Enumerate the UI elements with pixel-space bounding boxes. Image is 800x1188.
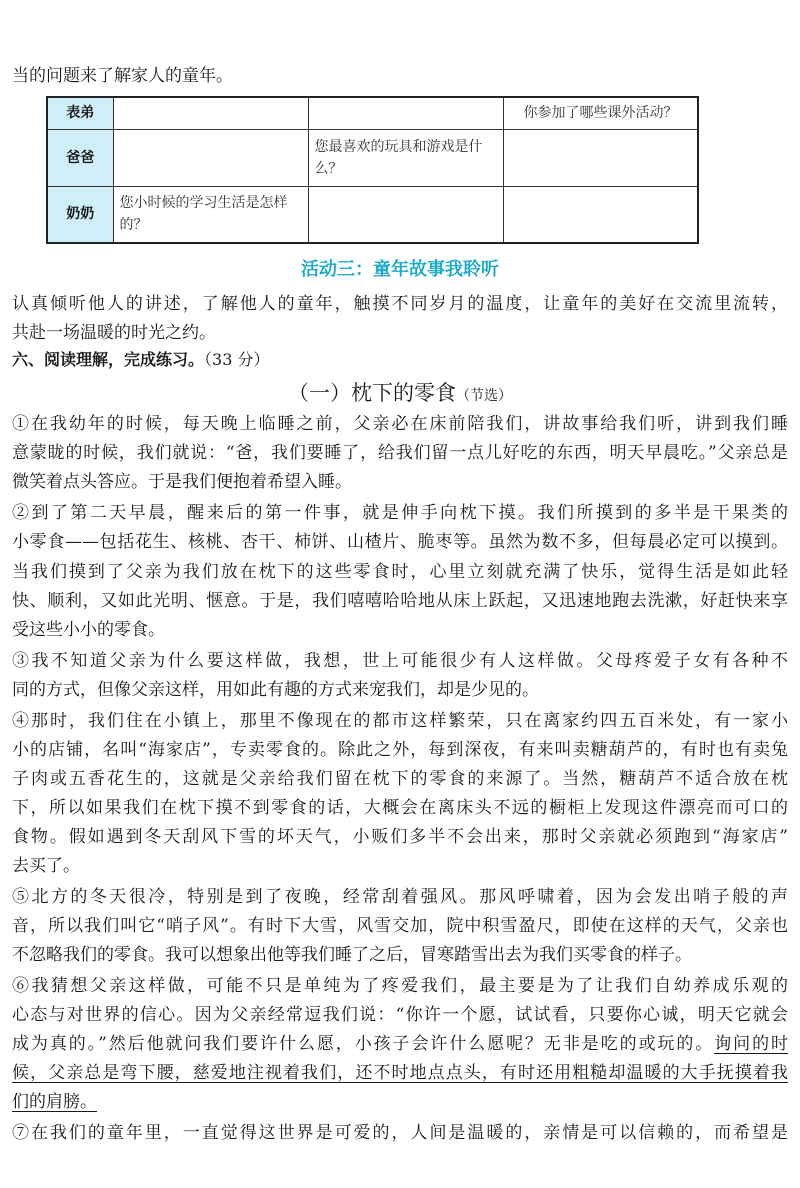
table-cell (308, 186, 503, 243)
paragraph-line: 下，所以如果我们在枕下摸不到零食的话，大概会在离床头不远的橱柜上发现这件漂亮而可口的 (12, 798, 788, 818)
underlined-text: 询问的时 (714, 1034, 788, 1054)
table-cell: 你参加了哪些课外活动？ (503, 97, 698, 129)
intro-line: 当的问题来了解家人的童年。 (12, 66, 233, 86)
paragraph-line: 心态与对世界的信心。因为父亲经常逗我们说：“你许一个愿，试试看，只要你心诚，明天它就会 (12, 1005, 788, 1025)
table-cell (503, 129, 698, 186)
paragraph-line: ④那时，我们住在小镇上，那里不像现在的都市这样繁荣，只在离家约四五百米处，有一家小 (12, 711, 788, 731)
paragraph-line: 受这些小小的零食。 (12, 620, 165, 640)
paragraph-line: ①在我幼年的时候，每天晚上临睡之前，父亲必在床前陪我们，讲故事给我们听，讲到我们睡 (12, 414, 788, 434)
table-cell (503, 186, 698, 243)
paragraph-line: 不忽略我们的零食。我可以想象出他等我们睡了之后，冒寒踏雪出去为我们买零食的样子。 (12, 945, 692, 965)
paragraph-line: ②到了第二天早晨，醒来后的第一件事，就是伸手向枕下摸。我们所摸到的多半是干果类的 (12, 503, 788, 523)
paragraph-line: ⑥我猜想父亲这样做，可能不只是单纯为了疼爱我们，最主要是为了让我们自幼养成乐观的 (12, 976, 788, 996)
row-label: 表弟 (47, 97, 113, 129)
table-row (47, 186, 698, 243)
table-cell: 您小时候的学习生活是怎样的？ (113, 186, 308, 243)
paragraph-line: 小零食——包括花生、核桃、杏干、柿饼、山楂片、脆枣等。虽然为数不多，但每晨必定可以摸到。 (12, 532, 788, 552)
table-cell: 您最喜欢的玩具和游戏是什么？ (308, 129, 503, 186)
table-cell (308, 97, 503, 129)
paragraph-line: 同的方式，但像父亲这样，用如此有趣的方式来宠我们，却是少见的。 (12, 680, 539, 700)
paragraph-line (12, 1034, 788, 1054)
underlined-line: 候，父亲总是弯下腰，慈爱地注视着我们，还不时地点点头，有时还用粗糙却温暖的大手抚摸着我 (12, 1063, 788, 1083)
underlined-text: 们的肩膀。 (12, 1092, 97, 1112)
section-heading (12, 350, 269, 370)
paragraph-line: 快、顺利，又如此光明、惬意。于是，我们嘻嘻哈哈地从床上跃起，又迅速地跑去洗漱，好赶快来享 (12, 591, 788, 611)
activity-title: 活动三：童年故事我聆听 (301, 259, 499, 280)
paragraph-line: 子肉或五香花生的，这就是父亲给我们留在枕下的零食的来源了。当然，糖葫芦不适合放在枕 (12, 769, 788, 789)
paragraph-line: ③我不知道父亲为什么要这样做，我想，世上可能很少有人这样做。父母疼爱子女有各种不 (12, 651, 788, 671)
table-cell (113, 97, 308, 129)
paragraph-line: 小的店铺，名叫“海家店”，专卖零食的。除此之外，每到深夜，有来叫卖糖葫芦的，有时也有卖兔 (12, 740, 788, 760)
table-cell (113, 129, 308, 186)
table-row (47, 97, 698, 129)
paragraph-line: 意蒙眬的时候，我们就说：“爸，我们要睡了，给我们留一点儿好吃的东西，明天早晨吃。”父亲总是 (12, 443, 788, 463)
section-heading-text: 六、阅读理解，完成练习。 (12, 350, 205, 369)
family-survey-table (46, 96, 699, 244)
paragraph-line: ⑦在我们的童年里，一直觉得这世界是可爱的，人间是温暖的，亲情是可以信赖的，而希望是 (12, 1123, 788, 1143)
reading-subtitle: （节选） (456, 388, 512, 404)
paragraph-line: 音，所以我们叫它“哨子风”。有时下大雪，风雪交加，院中积雪盈尺，即使在这样的天气，父亲也 (12, 916, 788, 936)
paragraph-line (12, 1092, 788, 1112)
activity-line: 共赴一场温暖的时光之约。 (12, 323, 216, 343)
reading-title-text: （一）枕下的零食 (288, 381, 456, 405)
table-row (47, 129, 698, 186)
paragraph-text: 成为真的。”然后他就问我们要许什么愿，小孩子会许什么愿呢？无非是吃的或玩的。 (12, 1034, 715, 1054)
paragraph-line: 当我们摸到了父亲为我们放在枕下的这些零食时，心里立刻就充满了快乐，觉得生活是如此轻 (12, 562, 788, 582)
paragraph-line: 去买了。 (12, 856, 80, 876)
paragraph-line: 食物。假如遇到冬天刮风下雪的坏天气，小贩们多半不会出来，那时父亲就必须跑到“海家店” (12, 827, 788, 847)
activity-line: 认真倾听他人的讲述，了解他人的童年，触摸不同岁月的温度，让童年的美好在交流里流转， (12, 294, 788, 314)
row-label: 爸爸 (47, 129, 113, 186)
paragraph-line: ⑤北方的冬天很冷，特别是到了夜晚，经常刮着强风。那风呼啸着，因为会发出哨子般的声 (12, 887, 788, 907)
row-label: 奶奶 (47, 186, 113, 243)
section-score: （33 分） (204, 350, 270, 369)
reading-title (0, 379, 800, 410)
paragraph-line: 微笑着点头答应。于是我们便抱着希望入睡。 (12, 472, 352, 492)
